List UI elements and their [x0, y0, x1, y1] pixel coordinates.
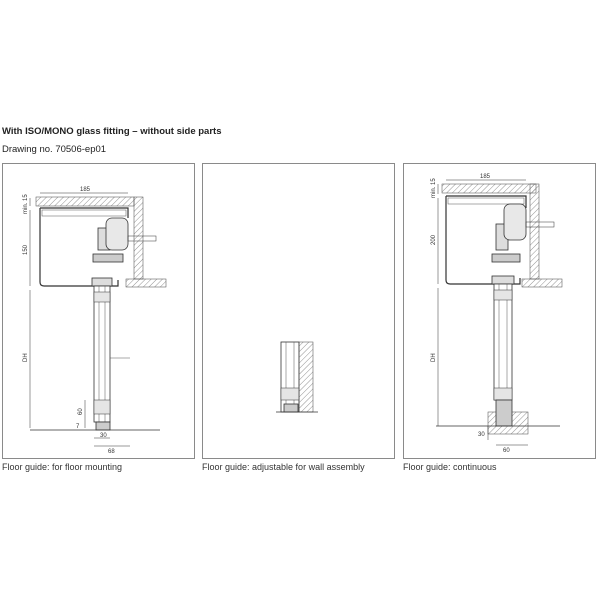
fitting-top [92, 278, 112, 286]
wall [134, 197, 143, 279]
roller-housing [106, 218, 128, 250]
caption-floor-mounting: Floor guide: for floor mounting [2, 462, 123, 472]
roller-housing [504, 204, 526, 240]
ceiling [36, 197, 134, 206]
glass-door [281, 342, 299, 412]
dim-dh: DH [23, 353, 29, 362]
dim-height: 150 [23, 244, 29, 255]
dim-height: 200 [431, 234, 437, 245]
floor-guide [96, 422, 110, 430]
dim-30: 30 [478, 432, 485, 438]
lintel [522, 279, 562, 287]
lintel [126, 279, 166, 287]
clamp [492, 254, 520, 262]
ceiling [442, 184, 536, 193]
caption-wall-assembly: Floor guide: adjustable for wall assembly [202, 462, 365, 472]
drawing-title: With ISO/MONO glass fitting – without side parts [2, 126, 222, 137]
fitting-top [492, 276, 514, 284]
dim-60: 60 [503, 448, 510, 454]
wall [530, 184, 539, 279]
dim-30: 30 [100, 433, 107, 439]
dim-min: min. 15 [431, 178, 437, 198]
track-rail [448, 198, 524, 204]
drawing-wall-assembly [276, 342, 318, 412]
clamp [93, 254, 123, 262]
dim-60: 60 [78, 408, 84, 415]
wall [299, 342, 313, 412]
dim-min: min. 15 [23, 194, 29, 214]
dim-width: 185 [480, 174, 491, 180]
floor-guide [496, 400, 512, 426]
dim-width: 185 [80, 187, 91, 193]
floor-guide [284, 404, 298, 412]
drawing-continuous [431, 174, 562, 454]
dim-7: 7 [76, 424, 80, 430]
dim-dh: DH [431, 353, 437, 362]
track-rail [42, 210, 126, 216]
drawing-floor-mounting [23, 187, 166, 455]
dim-68: 68 [108, 449, 115, 455]
glass-door [494, 284, 512, 400]
caption-continuous: Floor guide: continuous [403, 462, 497, 472]
drawing-number: Drawing no. 70506-ep01 [2, 144, 107, 155]
